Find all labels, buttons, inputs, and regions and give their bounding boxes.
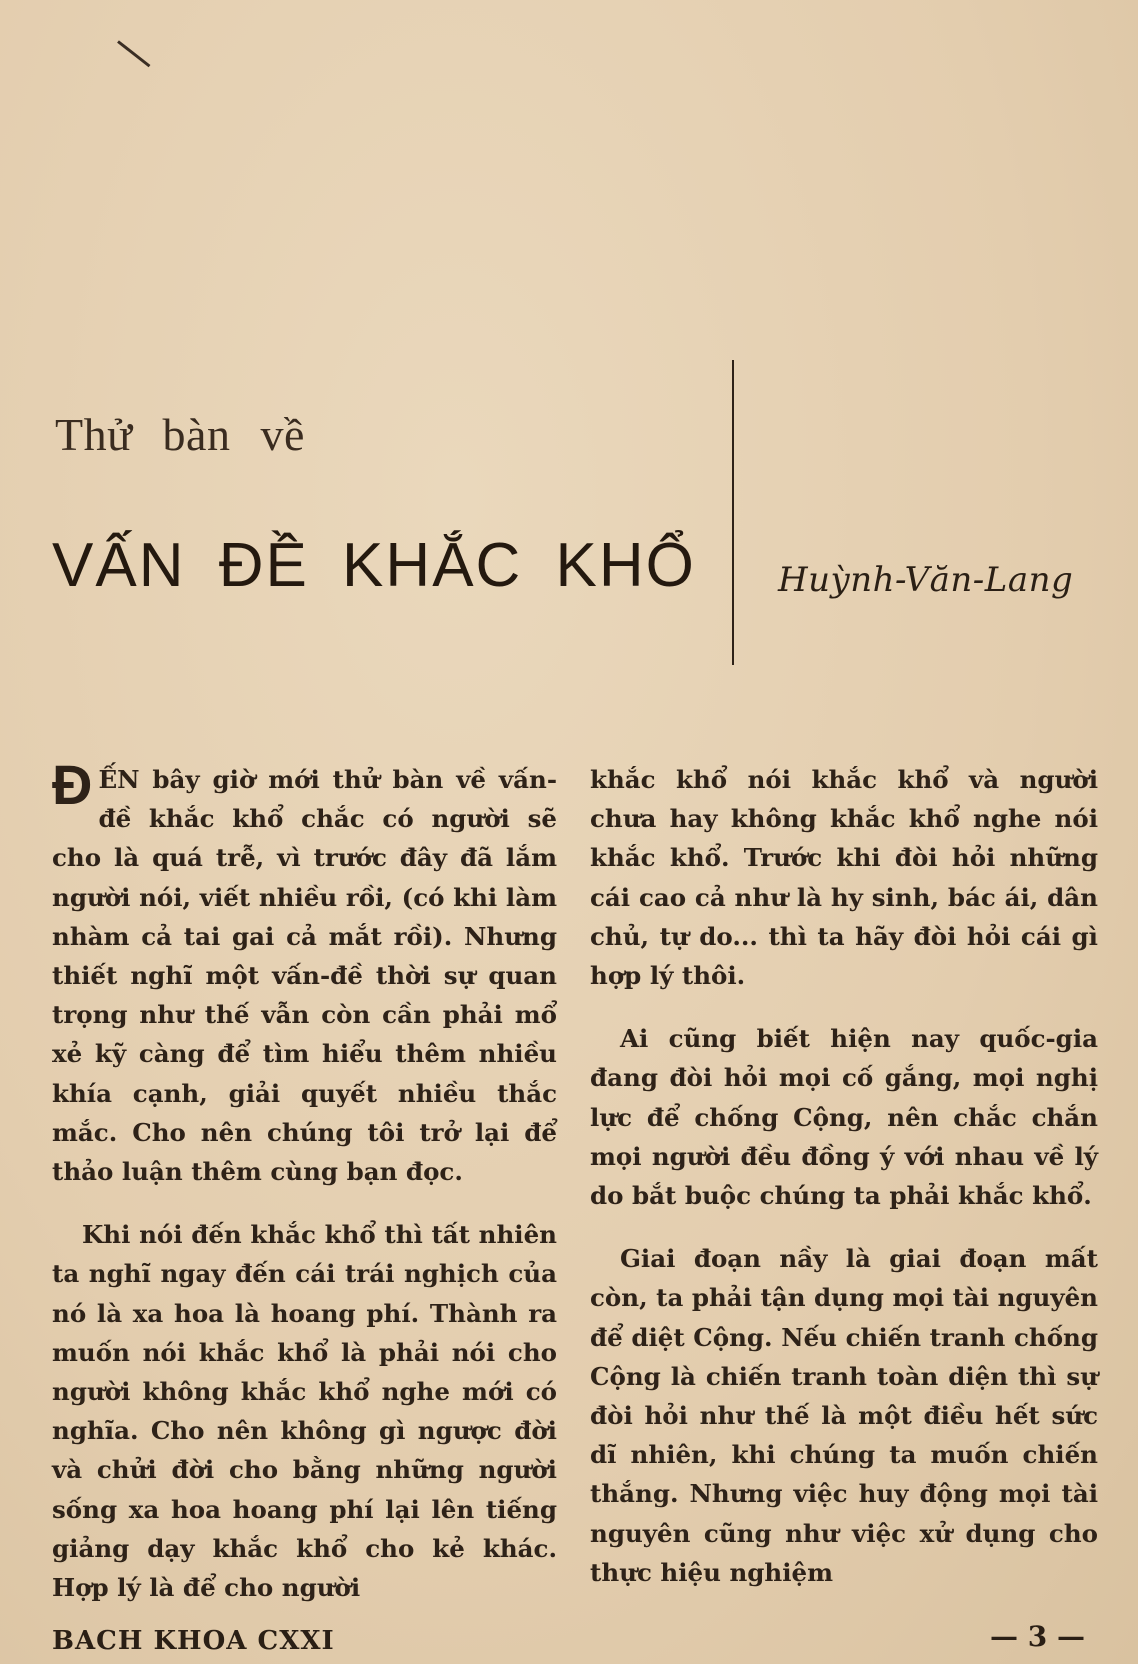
paragraph-1 (52, 753, 557, 1191)
paragraph-5: Giai đoạn nầy là giai đoạn mất còn, ta phải tận dụng mọi tài nguyên để diệt Cộng. Nếu chiến tranh chống Cộng là chiến tranh toàn diện thì sự đòi hỏi như thế là một điều hết sức dĩ nhiên, khi chúng ta muốn chiến thắng. Nhưng việc huy động mọi tài nguyên cũng như việc xử dụng cho thực hiệu nghiệm (590, 1244, 1098, 1587)
right-column (590, 760, 1098, 1616)
pen-mark (117, 40, 150, 67)
drop-cap: Đ (52, 753, 93, 816)
paragraph-2: Khi nói đến khắc khổ thì tất nhiên ta nghĩ ngay đến cái trái nghịch của nó là xa hoa là hoang phí. Thành ra muốn nói khắc khổ là phải nói cho người không khắc khổ nghe mới có nghĩa. Cho nên không gì ngược đời và chửi đời cho bằng những người sống xa hoa hoang phí lại lên tiếng giảng dạy khắc khổ cho kẻ khác. Hợp lý là để cho người (52, 1220, 557, 1603)
paragraph-1-text: ẾN bây giờ mới thử bàn về vấn-đề khắc khổ chắc có người sẽ cho là quá trễ, vì trước đây đã lắm người nói, viết nhiều rồi, (có khi làm nhàm cả tai gai cả mắt rồi). Nhưng thiết nghĩ một vấn-đề thời sự quan trọng như thế vẫn còn cần phải mổ xẻ kỹ càng để tìm hiểu thêm nhiều khía cạnh, giải quyết nhiều thắc mắc. Cho nên chúng tôi trở lại để thảo luận thêm cùng bạn đọc. (52, 765, 557, 1187)
title-divider (732, 360, 734, 665)
article-title: VẤN ĐỀ KHẮC KHỔ (52, 531, 696, 600)
left-column (52, 753, 557, 1631)
page-number: — 3 — (990, 1620, 1085, 1653)
paragraph-4: Ai cũng biết hiện nay quốc-gia đang đòi hỏi mọi cố gắng, mọi nghị lực để chống Cộng, nên chắc chắn mọi người đều đồng ý với nhau về lý do bắt buộc chúng ta phải khắc khổ. (590, 1024, 1098, 1211)
article-kicker: Thử bàn về (55, 409, 305, 460)
magazine-footer: BACH KHOA CXXI (52, 1626, 335, 1656)
author-signature: Huỳnh-Văn-Lang (778, 560, 1074, 600)
paragraph-3: khắc khổ nói khắc khổ và người chưa hay không khắc khổ nghe nói khắc khổ. Trước khi đòi hỏi những cái cao cả như là hy sinh, bác ái, dân chủ, tự do... thì ta hãy đòi hỏi cái gì hợp lý thôi. (590, 765, 1098, 991)
